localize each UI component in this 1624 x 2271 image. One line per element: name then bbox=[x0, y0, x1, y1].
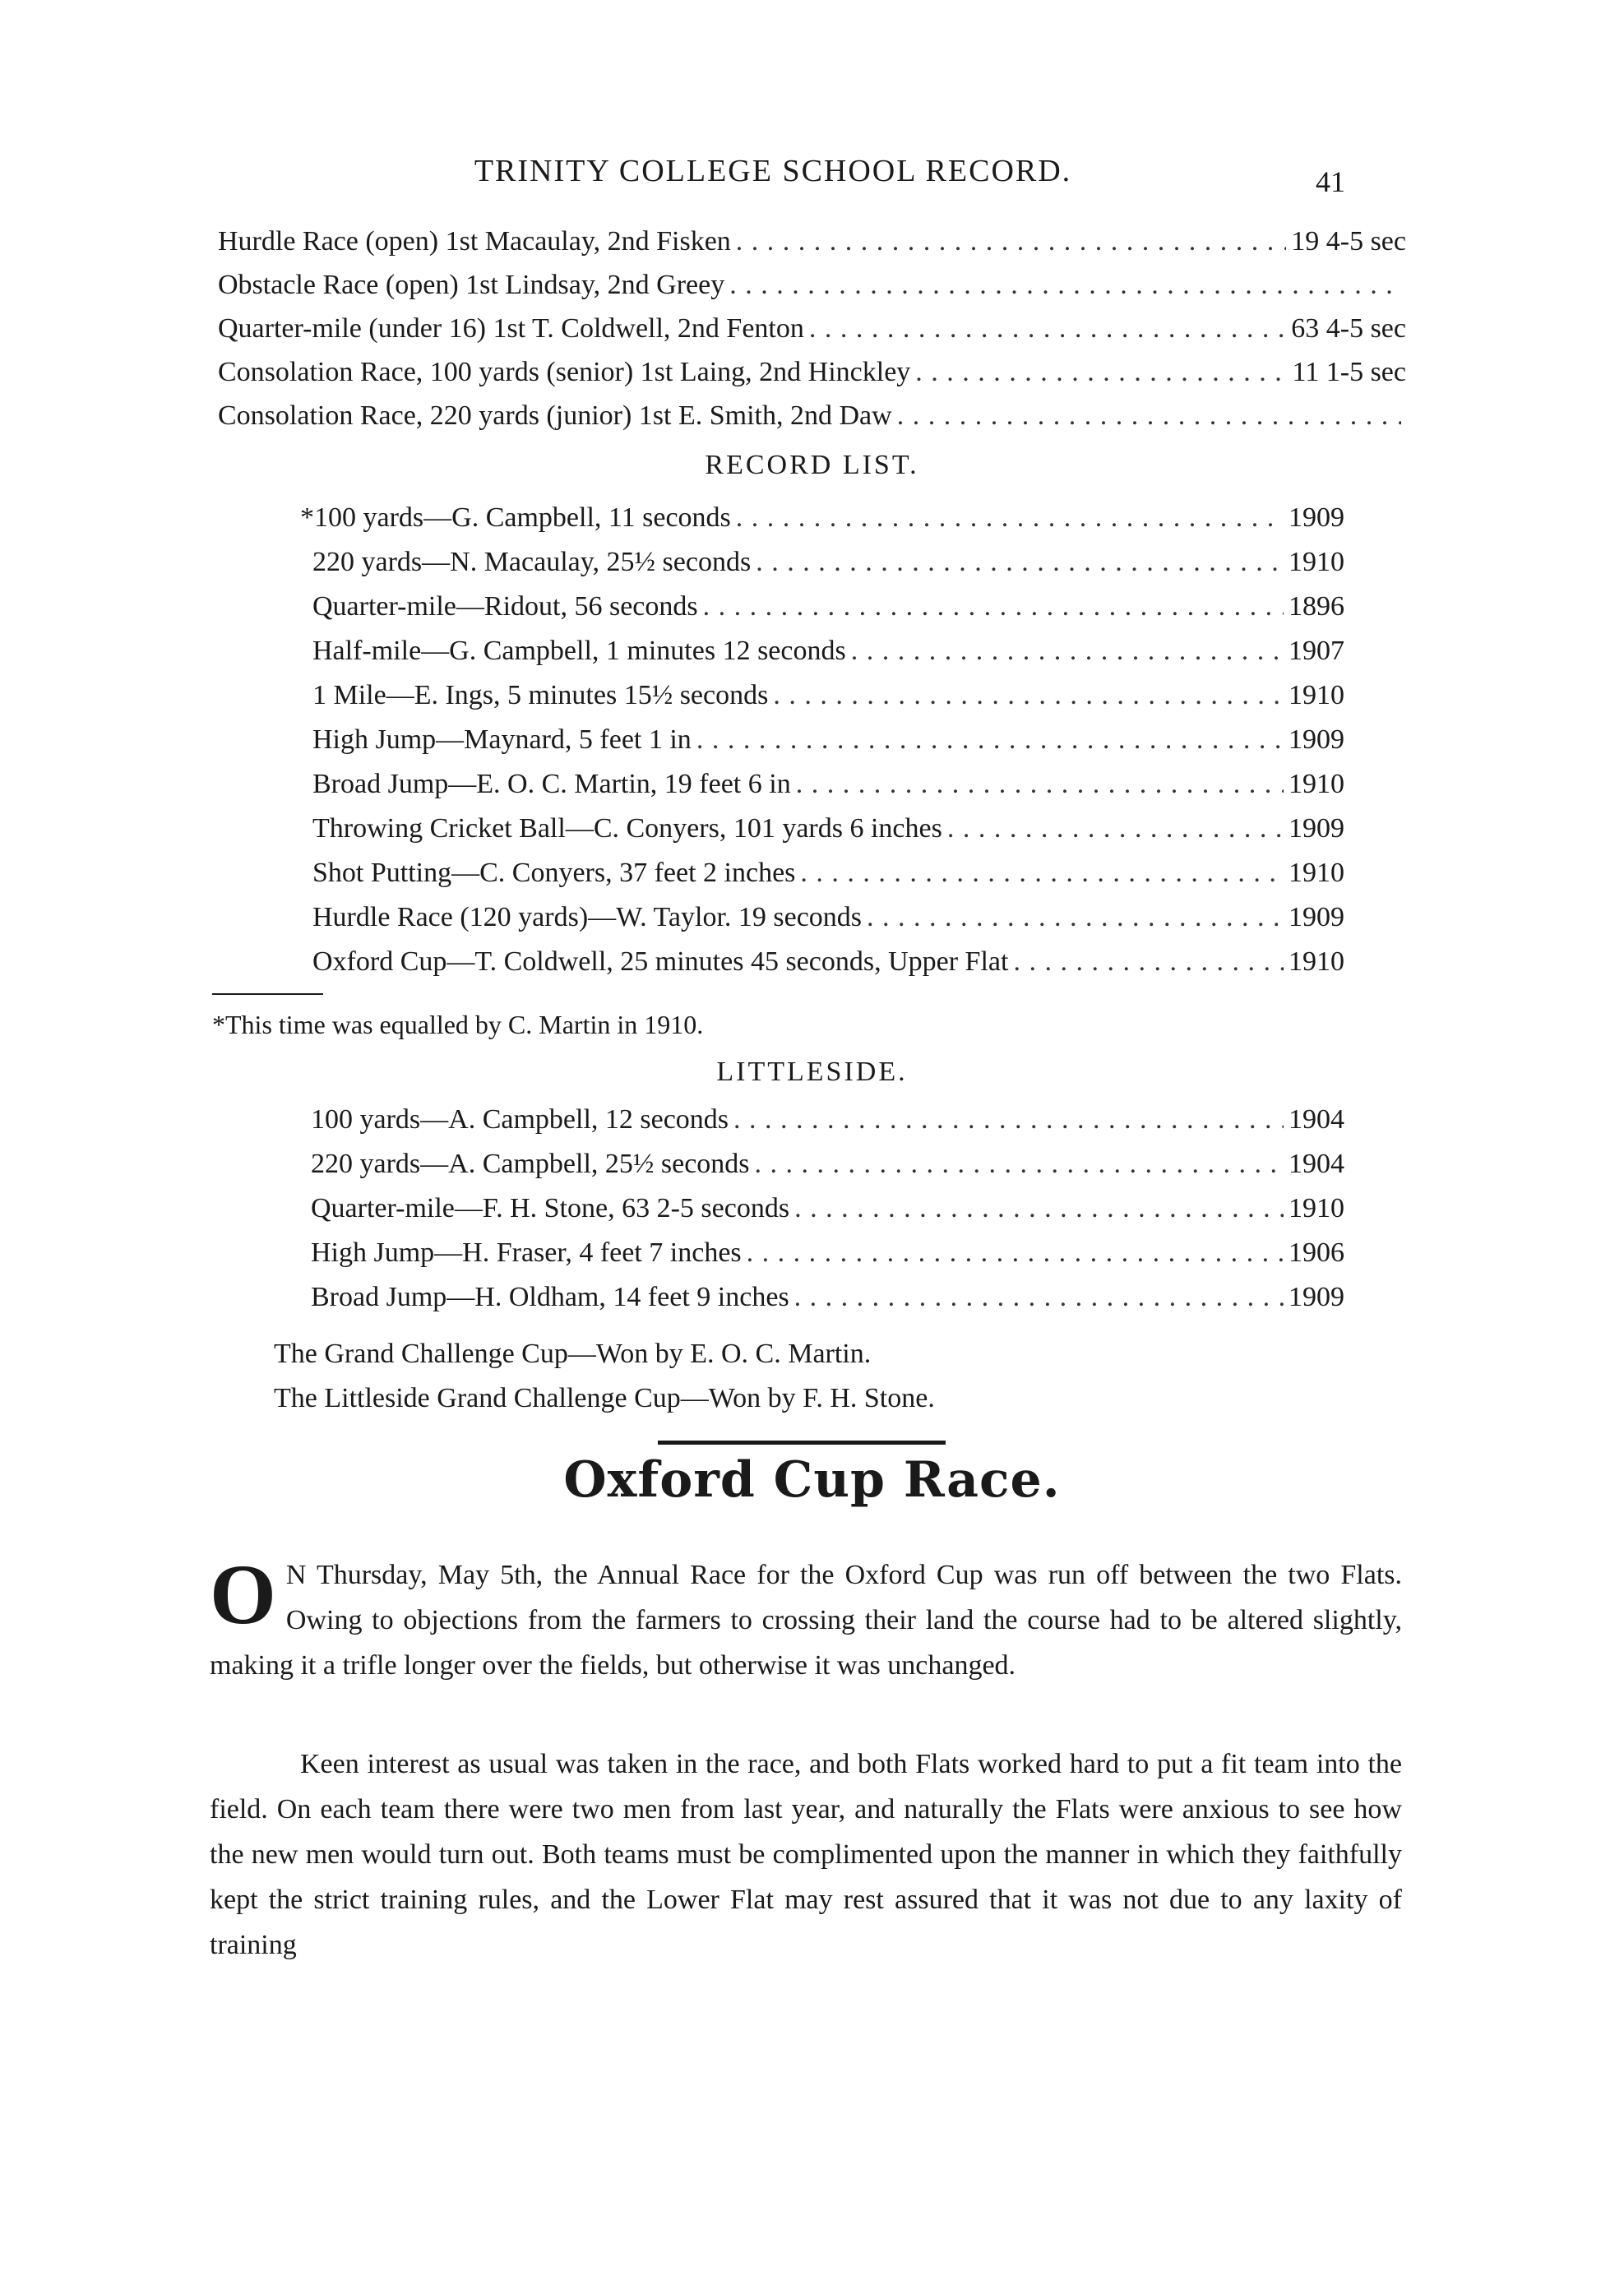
footnote-rule bbox=[212, 993, 323, 995]
record-list-heading: RECORD LIST. bbox=[705, 450, 919, 480]
dot-leader bbox=[809, 309, 1286, 349]
record-line bbox=[312, 942, 1344, 982]
dot-leader bbox=[696, 720, 1284, 760]
record-label: High Jump—Maynard, 5 feet 1 in bbox=[312, 724, 692, 755]
littleside-label: High Jump—H. Fraser, 4 feet 7 inches bbox=[311, 1237, 742, 1268]
littleside-line bbox=[311, 1145, 1344, 1184]
running-title: TRINITY COLLEGE SCHOOL RECORD. bbox=[474, 154, 1072, 188]
dot-leader bbox=[755, 1145, 1284, 1184]
running-head bbox=[0, 153, 1624, 202]
result-label: Consolation Race, 220 yards (junior) 1st E. Smith, 2nd Daw bbox=[218, 400, 892, 431]
record-label: Half-mile—G. Campbell, 1 minutes 12 seconds bbox=[312, 636, 846, 666]
record-year: 1909 bbox=[1289, 724, 1344, 755]
littleside-year: 1906 bbox=[1289, 1237, 1344, 1268]
record-year: 1909 bbox=[1289, 902, 1344, 932]
result-label: Consolation Race, 100 yards (senior) 1st Laing, 2nd Hinckley bbox=[218, 357, 911, 387]
footnote: *This time was equalled by C. Martin in 1910. bbox=[212, 1010, 704, 1039]
littleside-line bbox=[311, 1233, 1344, 1273]
record-label: Quarter-mile—Ridout, 56 seconds bbox=[312, 591, 698, 622]
record-line bbox=[312, 898, 1344, 937]
record-year: 1910 bbox=[1289, 946, 1344, 977]
dot-leader bbox=[756, 543, 1284, 582]
record-label: Broad Jump—E. O. C. Martin, 19 feet 6 in bbox=[312, 769, 791, 799]
dot-leader bbox=[773, 676, 1284, 715]
record-year: 1907 bbox=[1289, 636, 1344, 666]
paragraph-text: Keen interest as usual was taken in the race, and both Flats worked hard to put a fit team into the field. On each team there were two men from last year, and naturally the Flats were anxious to see how the new men would turn out. Both teams must be complimented upon the manner in which they faithfully kept the strict training rules, and the Lower Flat may rest assured that it was not due to any laxity of training bbox=[210, 1749, 1402, 1960]
result-label: Quarter-mile (under 16) 1st T. Coldwell, 2nd Fenton bbox=[218, 313, 804, 344]
record-year: 1909 bbox=[1289, 813, 1344, 844]
record-year: 1910 bbox=[1289, 680, 1344, 710]
dot-leader bbox=[796, 765, 1284, 804]
littleside-label: 220 yards—A. Campbell, 25½ seconds bbox=[311, 1149, 750, 1179]
littleside-year: 1909 bbox=[1289, 1282, 1344, 1312]
record-line bbox=[312, 765, 1344, 804]
littleside-grand-challenge-cup: The Littleside Grand Challenge Cup—Won by F. H. Stone. bbox=[274, 1383, 935, 1413]
record-year: 1910 bbox=[1289, 858, 1344, 888]
record-label: *100 yards—G. Campbell, 11 seconds bbox=[300, 502, 731, 533]
record-line bbox=[312, 809, 1344, 849]
record-label: Throwing Cricket Ball—C. Conyers, 101 yards 6 inches bbox=[312, 813, 942, 844]
record-label: 1 Mile—E. Ings, 5 minutes 15½ seconds bbox=[312, 680, 769, 710]
result-line bbox=[218, 353, 1406, 392]
record-year: 1896 bbox=[1289, 591, 1344, 622]
article-paragraph-2 bbox=[210, 1741, 1402, 1968]
record-line bbox=[312, 587, 1344, 627]
article-paragraph-1 bbox=[210, 1547, 1402, 1688]
dot-leader bbox=[733, 1100, 1284, 1140]
record-label: Oxford Cup—T. Coldwell, 25 minutes 45 seconds, Upper Flat bbox=[312, 946, 1009, 977]
littleside-year: 1904 bbox=[1289, 1149, 1344, 1179]
littleside-label: 100 yards—A. Campbell, 12 seconds bbox=[311, 1104, 729, 1135]
dot-leader bbox=[736, 498, 1284, 538]
section-rule bbox=[658, 1441, 946, 1445]
result-time: 19 4-5 sec bbox=[1291, 226, 1406, 257]
result-label: Hurdle Race (open) 1st Macaulay, 2nd Fisken bbox=[218, 226, 731, 257]
dot-leader bbox=[915, 353, 1287, 392]
record-line bbox=[300, 498, 1344, 538]
dot-leader bbox=[851, 631, 1284, 671]
dot-leader bbox=[897, 396, 1401, 436]
littleside-line bbox=[311, 1278, 1344, 1317]
littleside-line bbox=[311, 1189, 1344, 1228]
dot-leader bbox=[794, 1189, 1284, 1228]
record-line bbox=[312, 853, 1344, 893]
record-year: 1910 bbox=[1289, 547, 1344, 577]
dot-leader bbox=[736, 222, 1286, 261]
result-line bbox=[218, 309, 1406, 349]
record-line bbox=[312, 543, 1344, 582]
record-year: 1910 bbox=[1289, 769, 1344, 799]
grand-challenge-cup: The Grand Challenge Cup—Won by E. O. C. Martin. bbox=[274, 1339, 872, 1369]
result-label: Obstacle Race (open) 1st Lindsay, 2nd Greey bbox=[218, 270, 725, 300]
littleside-year: 1904 bbox=[1289, 1104, 1344, 1135]
result-line bbox=[218, 222, 1406, 261]
record-line bbox=[312, 631, 1344, 671]
paragraph-text: N Thursday, May 5th, the Annual Race for the Oxford Cup was run off between the two Flats. Owing to objections from the farmers to crossing their land the course had to be altered slightly, making it a trifle longer over the fields, but otherwise it was unchanged. bbox=[210, 1560, 1402, 1681]
record-label: 220 yards—N. Macaulay, 25½ seconds bbox=[312, 547, 752, 577]
dot-leader bbox=[1013, 942, 1284, 982]
dot-leader bbox=[794, 1278, 1284, 1317]
dot-leader bbox=[867, 898, 1284, 937]
record-label: Shot Putting—C. Conyers, 37 feet 2 inches bbox=[312, 858, 796, 888]
page-number: 41 bbox=[1316, 165, 1345, 198]
dot-leader bbox=[703, 587, 1284, 627]
littleside-label: Quarter-mile—F. H. Stone, 63 2-5 seconds bbox=[311, 1193, 790, 1223]
littleside-line bbox=[311, 1100, 1344, 1140]
result-time: 63 4-5 sec bbox=[1291, 313, 1406, 344]
article-title: Oxford Cup Race. bbox=[563, 1451, 1061, 1509]
drop-cap: O bbox=[210, 1547, 276, 1642]
littleside-label: Broad Jump—H. Oldham, 14 feet 9 inches bbox=[311, 1282, 789, 1312]
littleside-heading: LITTLESIDE. bbox=[716, 1057, 908, 1087]
dot-leader bbox=[747, 1233, 1284, 1273]
record-line bbox=[312, 720, 1344, 760]
dot-leader bbox=[947, 809, 1284, 849]
dot-leader bbox=[729, 266, 1401, 305]
result-line bbox=[218, 266, 1406, 305]
record-label: Hurdle Race (120 yards)—W. Taylor. 19 seconds bbox=[312, 902, 863, 932]
record-year: 1909 bbox=[1289, 502, 1344, 533]
record-line bbox=[312, 676, 1344, 715]
littleside-year: 1910 bbox=[1289, 1193, 1344, 1223]
result-time: 11 1-5 sec bbox=[1292, 357, 1406, 387]
dot-leader bbox=[800, 853, 1284, 893]
result-line bbox=[218, 396, 1406, 436]
